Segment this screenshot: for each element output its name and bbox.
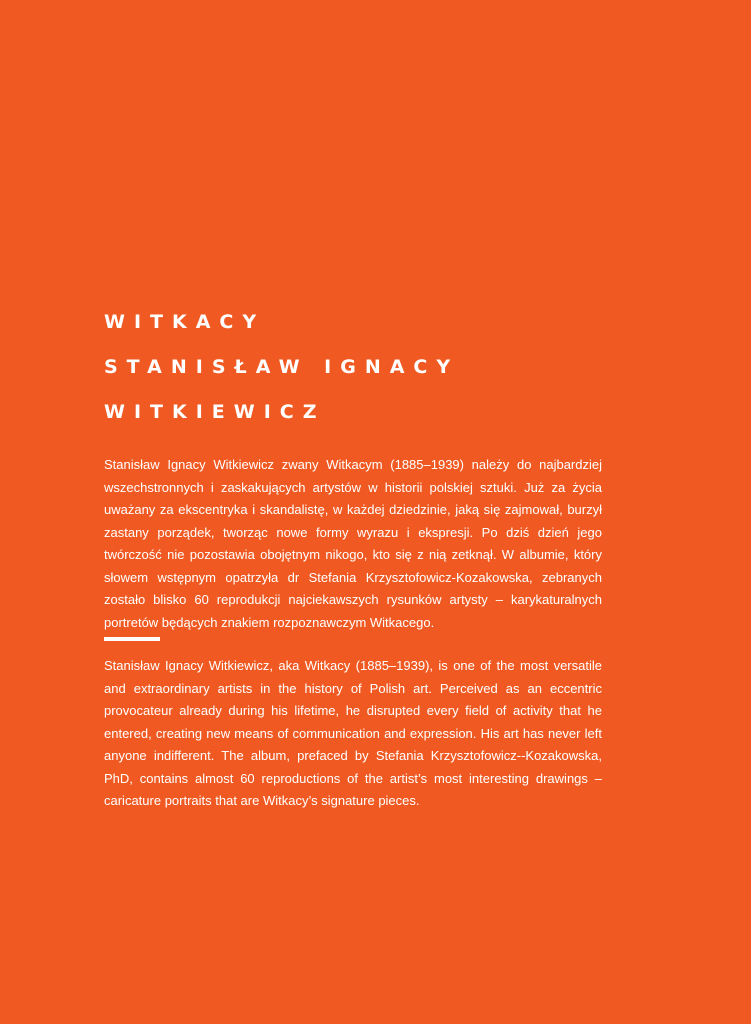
title-block (104, 312, 664, 447)
description-polish: Stanisław Ignacy Witkiewicz zwany Witkacym (1885–1939) należy do najbardziej wszechstronnych i zaskakujących artystów w historii polskiej sztuki. Już za życia uważany za ekscentryka i skandalistę, w każdej dziedzinie, jaką się zajmował, burzył zastany porządek, tworząc nowe formy wyrazu i ekspresji. Po dziś dzień jego twórczość nie pozostawia obojętnym nikogo, kto się z nią zetknął. W albumie, który słowem wstępnym opatrzyła dr Stefania Krzysztofowicz-Kozakowska, zebranych zostało blisko 60 reprodukcji najciekawszych rysunków artysty – karykaturalnych portretów będących znakiem rozpoznawczym Witkacego. (104, 457, 602, 630)
title-line-witkacy: WITKACY (104, 311, 266, 333)
section-divider (104, 637, 160, 641)
title-line-surname: WITKIEWICZ (104, 401, 326, 423)
description-english: Stanisław Ignacy Witkiewicz, aka Witkacy (1885–1939), is one of the most versatile and extraordinary artists in the history of Polish art. Perceived as an eccentric provocateur already during his lifetime, he disrupted every field of activity that he entered, creating new means of communication and expression. His art has never left anyone indifferent. The album, prefaced by Stefania Krzysztofowicz--Kozakowska, PhD, contains almost 60 reproductions of the artist’s most interesting drawings – caricature portraits that are Witkacy’s signature pieces. (104, 658, 602, 808)
title-line-first-names: STANISŁAW IGNACY (104, 356, 460, 378)
